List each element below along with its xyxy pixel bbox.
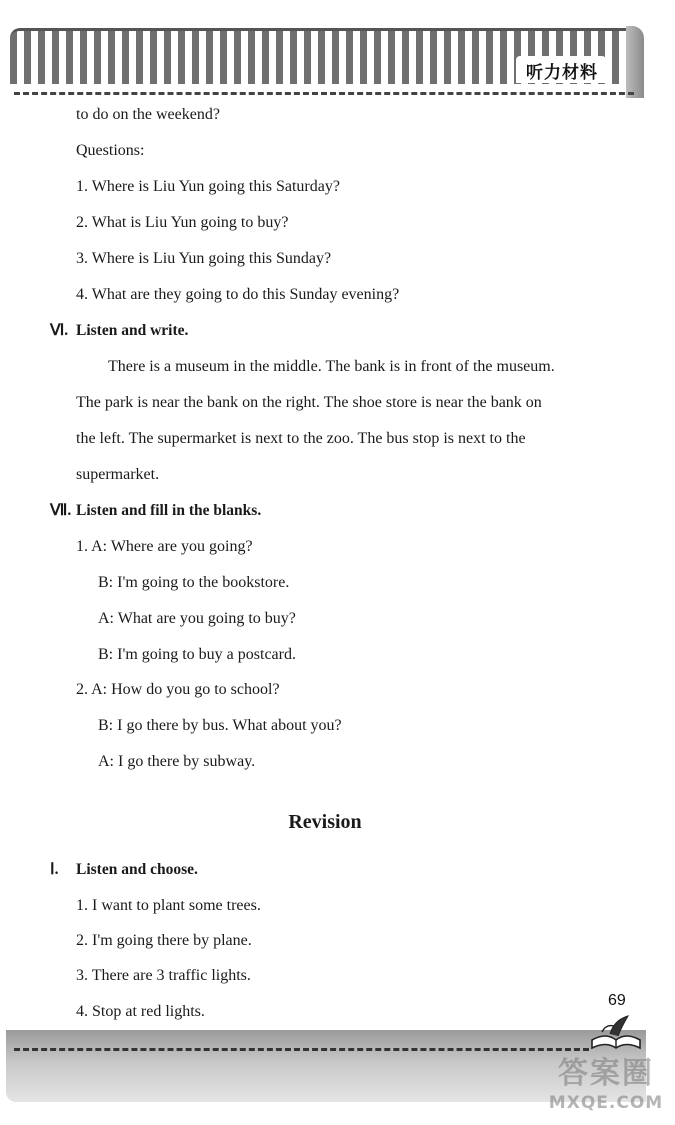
paragraph-line: supermarket. (76, 466, 160, 483)
list-item: 2. I'm going there by plane. (76, 932, 252, 949)
dialogue-line: A: What are you going to buy? (98, 610, 296, 627)
dialogue-line: 1. A: Where are you going? (76, 538, 253, 555)
text-line: to do on the weekend? (76, 106, 220, 123)
header-tab-label: 听力材料 (516, 56, 606, 83)
section-heading-7 (50, 501, 261, 521)
section-numeral: Ⅵ. (50, 322, 69, 339)
header-band (10, 22, 642, 98)
dialogue-line: 2. A: How do you go to school? (76, 681, 280, 698)
section-numeral: Ⅰ. (50, 861, 59, 878)
list-item: 4. Stop at red lights. (76, 1003, 205, 1020)
questions-label: Questions: (76, 142, 145, 159)
section-heading-6 (50, 321, 188, 341)
paragraph-line: The park is near the bank on the right. The shoe store is near the bank on (76, 394, 542, 411)
watermark-logo (542, 1056, 670, 1120)
question-item: 4. What are they going to do this Sunday evening? (76, 286, 400, 303)
question-item: 3. Where is Liu Yun going this Sunday? (76, 250, 332, 267)
header-dashed-line (14, 92, 634, 95)
page-number: 69 (608, 992, 626, 1009)
dialogue-line: B: I'm going to the bookstore. (98, 574, 290, 591)
question-item: 2. What is Liu Yun going to buy? (76, 214, 289, 231)
dialogue-line: B: I'm going to buy a postcard. (98, 646, 296, 663)
list-item: 1. I want to plant some trees. (76, 897, 261, 914)
section-title: Listen and fill in the blanks. (76, 502, 262, 519)
dialogue-line: B: I go there by bus. What about you? (98, 717, 342, 734)
open-book-icon (588, 1010, 644, 1054)
watermark-url: MXQE.COM (548, 1093, 664, 1113)
section-title: Listen and write. (76, 322, 189, 339)
question-item: 1. Where is Liu Yun going this Saturday? (76, 178, 340, 195)
header-cap (626, 26, 644, 98)
dialogue-line: A: I go there by subway. (98, 753, 256, 770)
watermark-text: 答案圈 (558, 1056, 654, 1091)
list-item: 3. There are 3 traffic lights. (76, 967, 251, 984)
paragraph-line: There is a museum in the middle. The bank is in front of the museum. (108, 358, 555, 375)
revision-title: Revision (288, 811, 362, 833)
section-heading-1 (50, 860, 198, 880)
section-numeral: Ⅶ. (50, 502, 72, 519)
footer-dashed-line (14, 1048, 589, 1051)
section-title: Listen and choose. (76, 861, 198, 878)
paragraph-line: the left. The supermarket is next to the zoo. The bus stop is next to the (76, 430, 526, 447)
